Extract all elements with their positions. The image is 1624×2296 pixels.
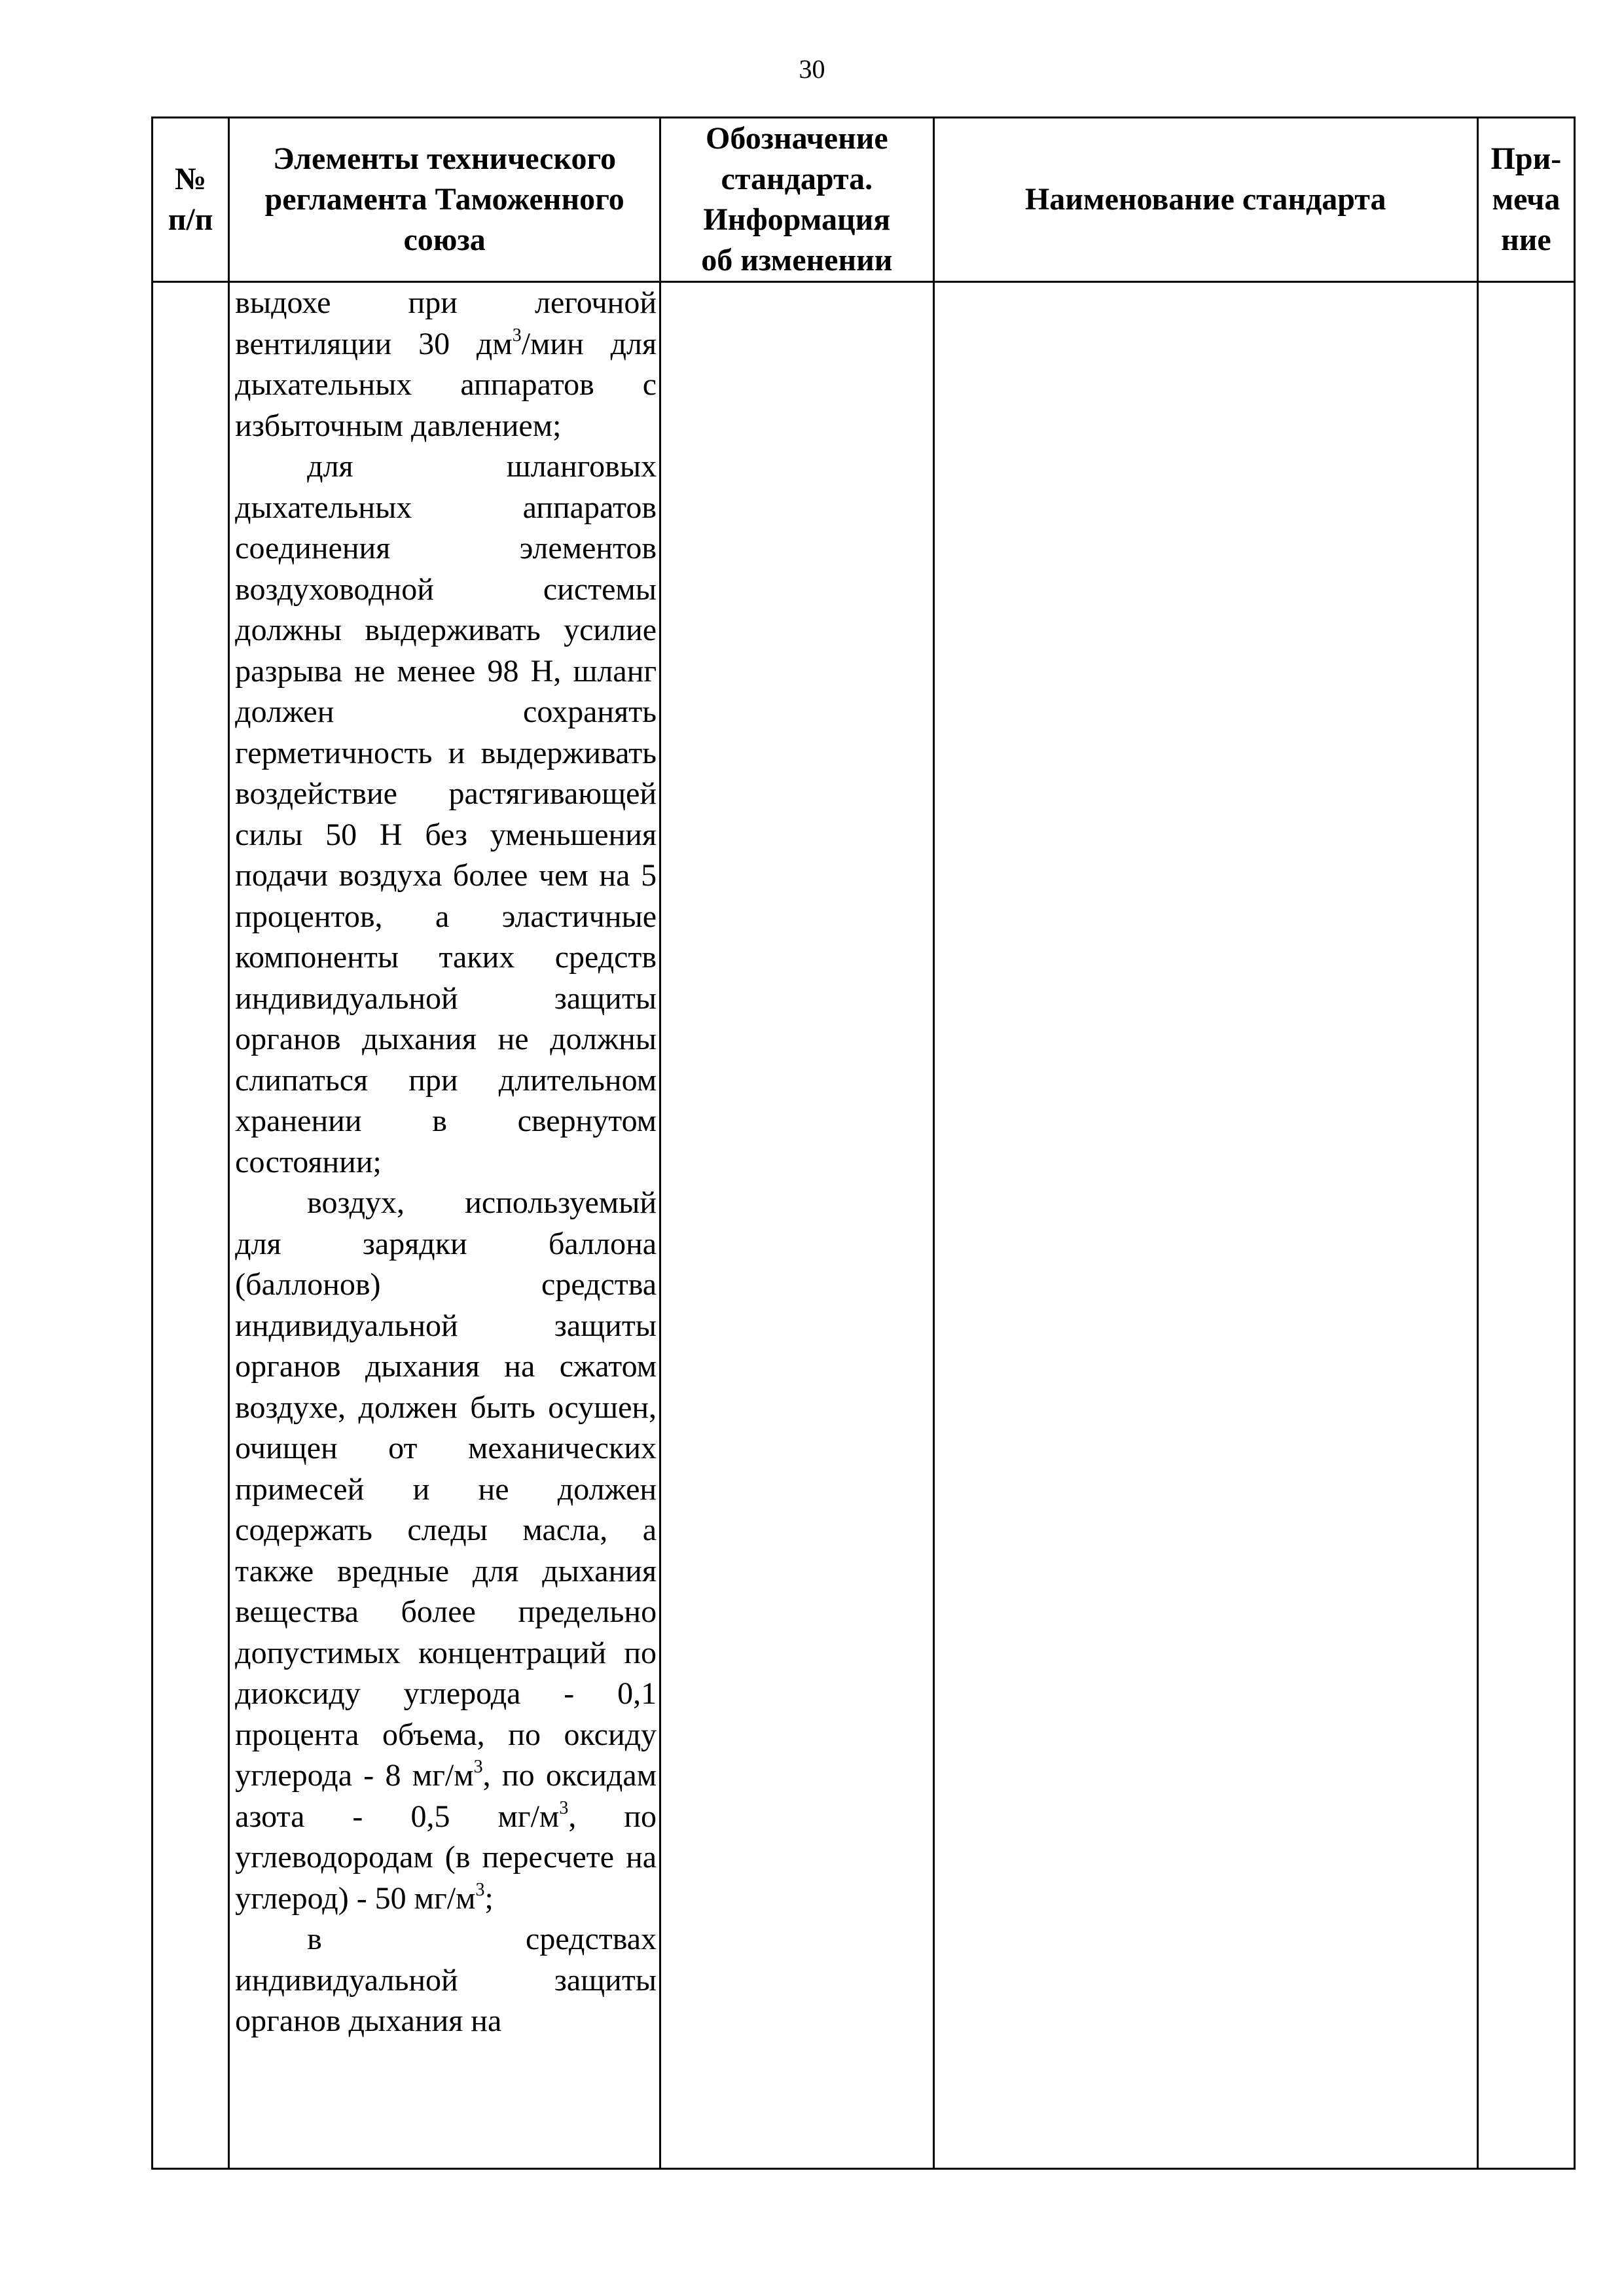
- header-elements-line: регламента Таможенного: [264, 182, 624, 217]
- header-designation-line: Обозначение: [705, 121, 888, 156]
- text-fragment: ;: [484, 1880, 494, 1916]
- text-fragment: , по углеводородам (в пересчете на углерод) - 50 мг/м: [235, 1799, 657, 1916]
- header-num-line: п/п: [168, 202, 213, 237]
- paragraph-compressed-air: [235, 1183, 657, 1919]
- standards-table: [151, 117, 1576, 2170]
- header-elements-line: союза: [403, 223, 486, 257]
- header-note-line: При-: [1490, 141, 1562, 176]
- cell-note: [1477, 282, 1574, 2169]
- superscript: 3: [512, 325, 522, 346]
- table-header-row: [153, 118, 1575, 282]
- header-elements-line: Элементы технического: [273, 141, 617, 176]
- paragraph-hose-apparatus: для шланговых дыхательных аппаратов соединения элементов воздуховодной системы должны выдерживать усилие разрыва не менее 98 Н, шланг должен сохранять герметичность и выдерживать воздействие растягивающей силы 50 Н без уменьшения подачи воздуха более чем на 5 процентов, а эластичные компоненты таких средств индивидуальной защиты органов дыхания не должны слипаться при длительном хранении в свернутом состоянии;: [235, 449, 657, 1179]
- header-note-line: меча: [1492, 182, 1561, 217]
- header-num: [153, 118, 229, 282]
- text-fragment: выдохе при легочной вентиляции 30 дм: [235, 285, 657, 361]
- cell-designation: [660, 282, 934, 2169]
- cell-num: [153, 282, 229, 2169]
- superscript: 3: [473, 1757, 483, 1777]
- cell-elements: [229, 282, 660, 2169]
- header-name: [933, 118, 1477, 282]
- elements-text: [235, 283, 657, 2042]
- header-designation-line: об изменении: [701, 243, 893, 278]
- page-number: 30: [799, 54, 825, 84]
- cell-standard-name: [933, 282, 1477, 2169]
- superscript: 3: [475, 1879, 485, 1900]
- text-fragment: /мин для дыхательных аппаратов с избыточным давлением;: [235, 326, 657, 443]
- header-name-line: Наименование стандарта: [1024, 182, 1386, 217]
- header-note-line: ние: [1501, 223, 1551, 257]
- header-designation: [660, 118, 934, 282]
- header-designation-line: стандарта.: [721, 162, 873, 196]
- header-note: [1477, 118, 1574, 282]
- header-num-line: №: [174, 162, 207, 196]
- text-fragment: воздух, используемый для зарядки баллона (баллонов) средства индивидуальной защиты органов дыхания на сжатом воздухе, должен быть осушен, очищен от механических примесей и не должен содержать следы масла, а также вредные для дыхания вещества более предельно допустимых концентраций по диоксиду углерода - 0,1 процента объема, по оксиду углерода - 8 мг/м: [235, 1185, 657, 1793]
- header-designation-line: Информация: [703, 202, 891, 237]
- header-elements: [229, 118, 660, 282]
- text-fragment: , по оксидам азота - 0,5 мг/м: [235, 1758, 657, 1834]
- table-row: [153, 282, 1575, 2169]
- paragraph-exhale: [235, 283, 657, 446]
- superscript: 3: [559, 1797, 569, 1818]
- paragraph-continued: в средствах индивидуальной защиты органов дыхания на: [235, 1922, 657, 2038]
